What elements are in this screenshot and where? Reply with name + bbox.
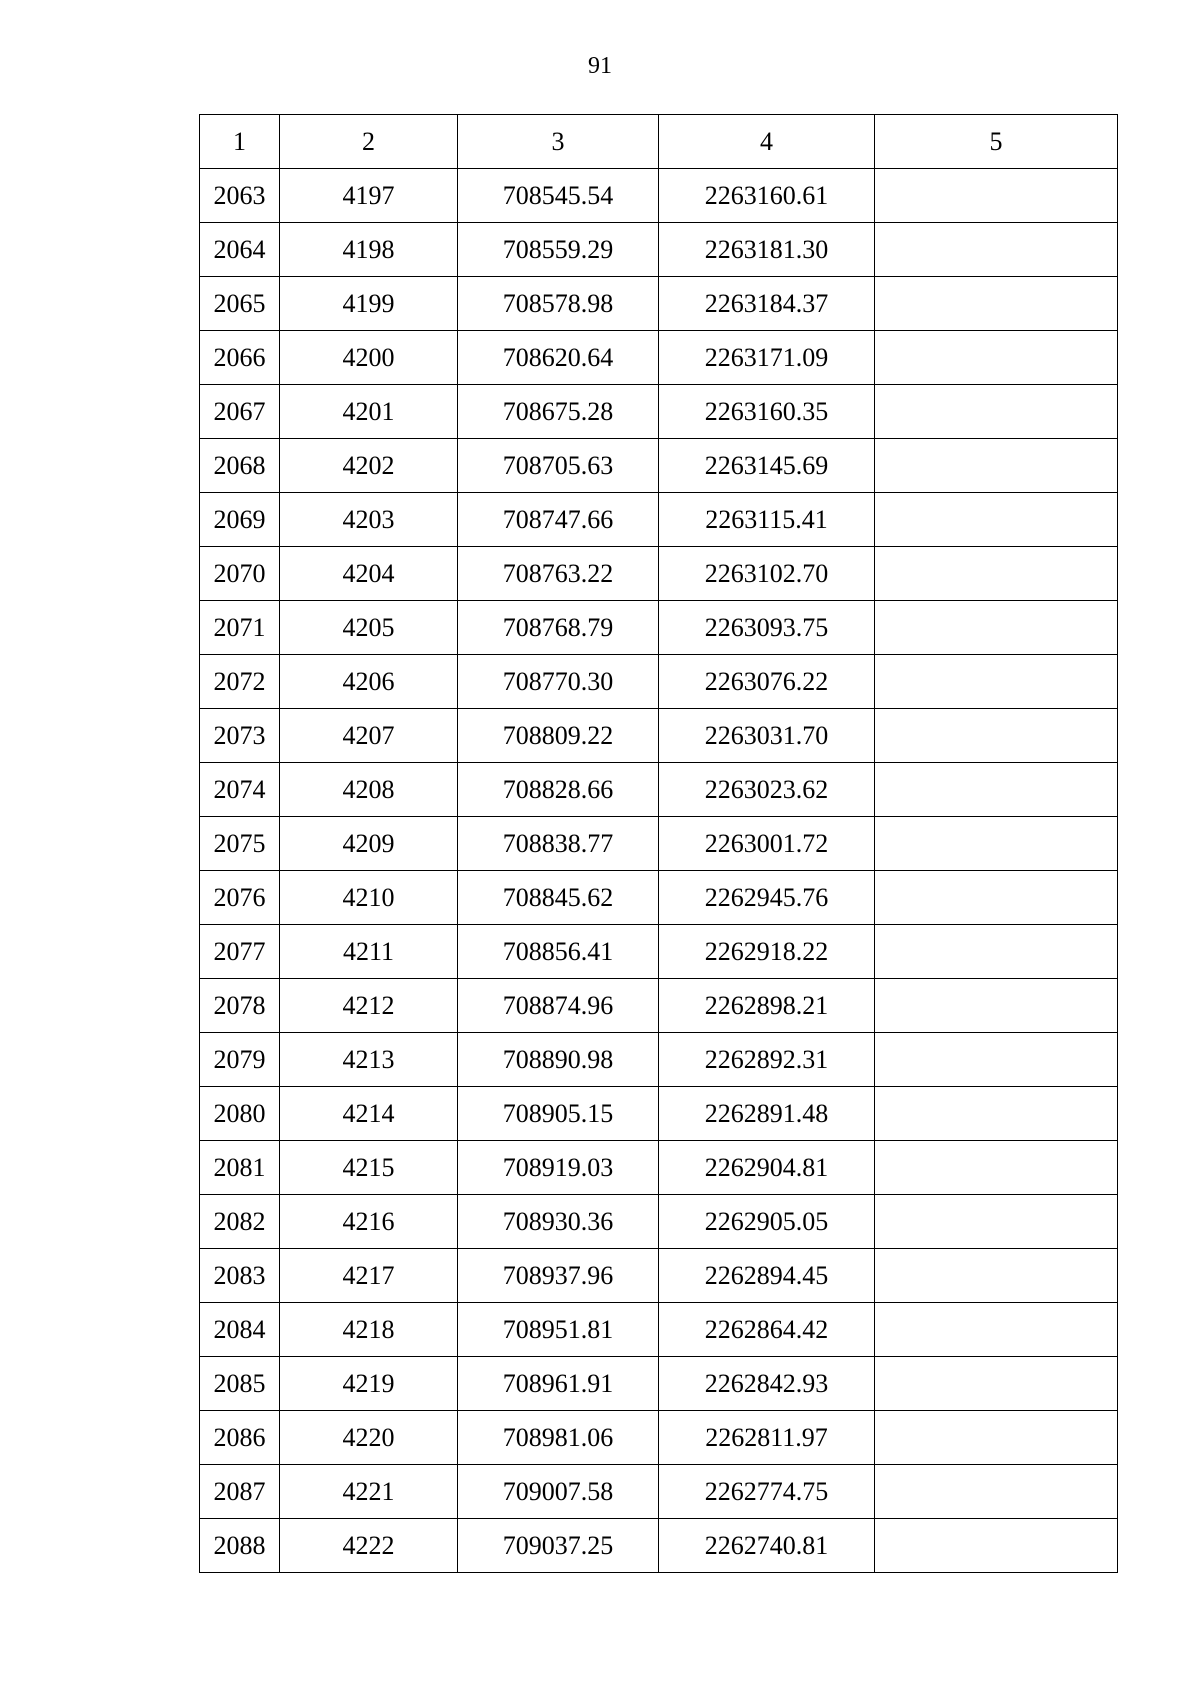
table-cell-col4: 2262842.93 <box>659 1357 875 1411</box>
table-cell-col2: 4197 <box>280 169 458 223</box>
table-cell-col5 <box>875 1465 1118 1519</box>
table-cell-col2: 4211 <box>280 925 458 979</box>
table-cell-col1: 2087 <box>200 1465 280 1519</box>
table-cell-col4: 2262892.31 <box>659 1033 875 1087</box>
table-cell-col2: 4213 <box>280 1033 458 1087</box>
table-cell-col5 <box>875 385 1118 439</box>
table-cell-col1: 2066 <box>200 331 280 385</box>
table-row <box>200 709 1118 763</box>
table-cell-col1: 2069 <box>200 493 280 547</box>
table-cell-col5 <box>875 1087 1118 1141</box>
table-row <box>200 223 1118 277</box>
table-cell-col1: 2072 <box>200 655 280 709</box>
table-cell-col1: 2081 <box>200 1141 280 1195</box>
table-row <box>200 439 1118 493</box>
table-cell-col5 <box>875 1303 1118 1357</box>
table-cell-col1: 2084 <box>200 1303 280 1357</box>
table-cell-col2: 4198 <box>280 223 458 277</box>
table-row <box>200 601 1118 655</box>
table-cell-col2: 4218 <box>280 1303 458 1357</box>
table-cell-col1: 2088 <box>200 1519 280 1573</box>
table-cell-col3: 708838.77 <box>458 817 659 871</box>
table-cell-col5 <box>875 817 1118 871</box>
table-cell-col5 <box>875 709 1118 763</box>
table-cell-col3: 708620.64 <box>458 331 659 385</box>
table-cell-col5 <box>875 1357 1118 1411</box>
table-cell-col5 <box>875 547 1118 601</box>
table-row <box>200 925 1118 979</box>
table-header-row <box>200 115 1118 169</box>
table-cell-col1: 2068 <box>200 439 280 493</box>
table-cell-col3: 708845.62 <box>458 871 659 925</box>
table-cell-col2: 4216 <box>280 1195 458 1249</box>
table-row <box>200 493 1118 547</box>
table-cell-col5 <box>875 1411 1118 1465</box>
table-row <box>200 763 1118 817</box>
table-cell-col4: 2263102.70 <box>659 547 875 601</box>
table-cell-col5 <box>875 601 1118 655</box>
table-cell-col1: 2078 <box>200 979 280 1033</box>
table-cell-col3: 708705.63 <box>458 439 659 493</box>
table-cell-col5 <box>875 925 1118 979</box>
table-cell-col4: 2263171.09 <box>659 331 875 385</box>
header-cell-col4: 4 <box>659 115 875 169</box>
table-cell-col2: 4214 <box>280 1087 458 1141</box>
table-cell-col1: 2083 <box>200 1249 280 1303</box>
table-cell-col3: 708951.81 <box>458 1303 659 1357</box>
page-number: 91 <box>588 53 612 79</box>
table-cell-col4: 2263023.62 <box>659 763 875 817</box>
table-cell-col3: 709037.25 <box>458 1519 659 1573</box>
table-row <box>200 1249 1118 1303</box>
table-body <box>200 115 1118 1573</box>
table-row <box>200 1465 1118 1519</box>
table-cell-col3: 708578.98 <box>458 277 659 331</box>
table-cell-col5 <box>875 763 1118 817</box>
table-cell-col2: 4220 <box>280 1411 458 1465</box>
table-cell-col1: 2080 <box>200 1087 280 1141</box>
table-cell-col2: 4206 <box>280 655 458 709</box>
table-cell-col4: 2263001.72 <box>659 817 875 871</box>
table-cell-col5 <box>875 277 1118 331</box>
table-row <box>200 331 1118 385</box>
table-cell-col5 <box>875 169 1118 223</box>
table-row <box>200 1411 1118 1465</box>
table-cell-col1: 2086 <box>200 1411 280 1465</box>
table-cell-col5 <box>875 223 1118 277</box>
table-cell-col4: 2262774.75 <box>659 1465 875 1519</box>
table-cell-col1: 2074 <box>200 763 280 817</box>
table-cell-col3: 708770.30 <box>458 655 659 709</box>
table-cell-col5 <box>875 979 1118 1033</box>
table-cell-col3: 708545.54 <box>458 169 659 223</box>
table-cell-col4: 2262864.42 <box>659 1303 875 1357</box>
table-cell-col5 <box>875 493 1118 547</box>
table-cell-col2: 4205 <box>280 601 458 655</box>
table-cell-col4: 2262811.97 <box>659 1411 875 1465</box>
table-cell-col2: 4202 <box>280 439 458 493</box>
table-row <box>200 817 1118 871</box>
table-cell-col4: 2263031.70 <box>659 709 875 763</box>
header-cell-col1: 1 <box>200 115 280 169</box>
table-cell-col1: 2071 <box>200 601 280 655</box>
table-cell-col2: 4219 <box>280 1357 458 1411</box>
table-row <box>200 547 1118 601</box>
table-cell-col4: 2263115.41 <box>659 493 875 547</box>
table-cell-col3: 708981.06 <box>458 1411 659 1465</box>
header-cell-col5: 5 <box>875 115 1118 169</box>
table-cell-col3: 708828.66 <box>458 763 659 817</box>
table-cell-col4: 2263160.35 <box>659 385 875 439</box>
table-cell-col5 <box>875 1519 1118 1573</box>
table-cell-col1: 2070 <box>200 547 280 601</box>
table-cell-col3: 708809.22 <box>458 709 659 763</box>
table-cell-col2: 4210 <box>280 871 458 925</box>
table-cell-col2: 4208 <box>280 763 458 817</box>
table-cell-col5 <box>875 1195 1118 1249</box>
table-cell-col1: 2079 <box>200 1033 280 1087</box>
table-cell-col2: 4200 <box>280 331 458 385</box>
header-cell-col2: 2 <box>280 115 458 169</box>
table-cell-col1: 2076 <box>200 871 280 925</box>
table-cell-col2: 4221 <box>280 1465 458 1519</box>
table-cell-col1: 2077 <box>200 925 280 979</box>
table-cell-col4: 2263160.61 <box>659 169 875 223</box>
table-cell-col5 <box>875 331 1118 385</box>
table-cell-col4: 2262918.22 <box>659 925 875 979</box>
table-cell-col3: 708856.41 <box>458 925 659 979</box>
table-cell-col3: 708559.29 <box>458 223 659 277</box>
table-cell-col4: 2263145.69 <box>659 439 875 493</box>
table-row <box>200 871 1118 925</box>
table-cell-col2: 4207 <box>280 709 458 763</box>
table-row <box>200 1303 1118 1357</box>
table-row <box>200 1357 1118 1411</box>
table-cell-col4: 2263076.22 <box>659 655 875 709</box>
table-cell-col4: 2262898.21 <box>659 979 875 1033</box>
table-cell-col3: 708874.96 <box>458 979 659 1033</box>
table-cell-col3: 709007.58 <box>458 1465 659 1519</box>
table-cell-col4: 2262891.48 <box>659 1087 875 1141</box>
table-row <box>200 1519 1118 1573</box>
table-cell-col4: 2262945.76 <box>659 871 875 925</box>
table-cell-col1: 2085 <box>200 1357 280 1411</box>
table-cell-col3: 708919.03 <box>458 1141 659 1195</box>
table-cell-col2: 4212 <box>280 979 458 1033</box>
table-cell-col5 <box>875 1141 1118 1195</box>
table-cell-col1: 2064 <box>200 223 280 277</box>
table-cell-col5 <box>875 1249 1118 1303</box>
table-cell-col3: 708890.98 <box>458 1033 659 1087</box>
table-cell-col3: 708675.28 <box>458 385 659 439</box>
table-cell-col3: 708905.15 <box>458 1087 659 1141</box>
table-cell-col3: 708747.66 <box>458 493 659 547</box>
table-cell-col4: 2262894.45 <box>659 1249 875 1303</box>
table-cell-col3: 708768.79 <box>458 601 659 655</box>
table-cell-col4: 2262905.05 <box>659 1195 875 1249</box>
table-row <box>200 277 1118 331</box>
table-row <box>200 1195 1118 1249</box>
table-row <box>200 655 1118 709</box>
table-cell-col2: 4222 <box>280 1519 458 1573</box>
table-cell-col1: 2075 <box>200 817 280 871</box>
coordinates-table <box>199 114 1118 1573</box>
table-cell-col3: 708961.91 <box>458 1357 659 1411</box>
table-cell-col2: 4201 <box>280 385 458 439</box>
table-row <box>200 385 1118 439</box>
table-cell-col1: 2082 <box>200 1195 280 1249</box>
header-cell-col3: 3 <box>458 115 659 169</box>
table-cell-col5 <box>875 439 1118 493</box>
table-row <box>200 169 1118 223</box>
table-cell-col1: 2067 <box>200 385 280 439</box>
table-cell-col1: 2073 <box>200 709 280 763</box>
table-cell-col3: 708763.22 <box>458 547 659 601</box>
table-cell-col4: 2262740.81 <box>659 1519 875 1573</box>
table-cell-col2: 4209 <box>280 817 458 871</box>
table-cell-col4: 2263181.30 <box>659 223 875 277</box>
table-cell-col4: 2263093.75 <box>659 601 875 655</box>
table-cell-col4: 2262904.81 <box>659 1141 875 1195</box>
table-cell-col2: 4217 <box>280 1249 458 1303</box>
table-row <box>200 1087 1118 1141</box>
table-row <box>200 1141 1118 1195</box>
table-cell-col5 <box>875 655 1118 709</box>
table-cell-col2: 4204 <box>280 547 458 601</box>
table-cell-col2: 4203 <box>280 493 458 547</box>
table-cell-col3: 708930.36 <box>458 1195 659 1249</box>
table-cell-col2: 4199 <box>280 277 458 331</box>
table-row <box>200 1033 1118 1087</box>
table-cell-col4: 2263184.37 <box>659 277 875 331</box>
table-cell-col2: 4215 <box>280 1141 458 1195</box>
table-cell-col1: 2063 <box>200 169 280 223</box>
table-cell-col1: 2065 <box>200 277 280 331</box>
table-cell-col3: 708937.96 <box>458 1249 659 1303</box>
table-cell-col5 <box>875 1033 1118 1087</box>
table-cell-col5 <box>875 871 1118 925</box>
table-row <box>200 979 1118 1033</box>
